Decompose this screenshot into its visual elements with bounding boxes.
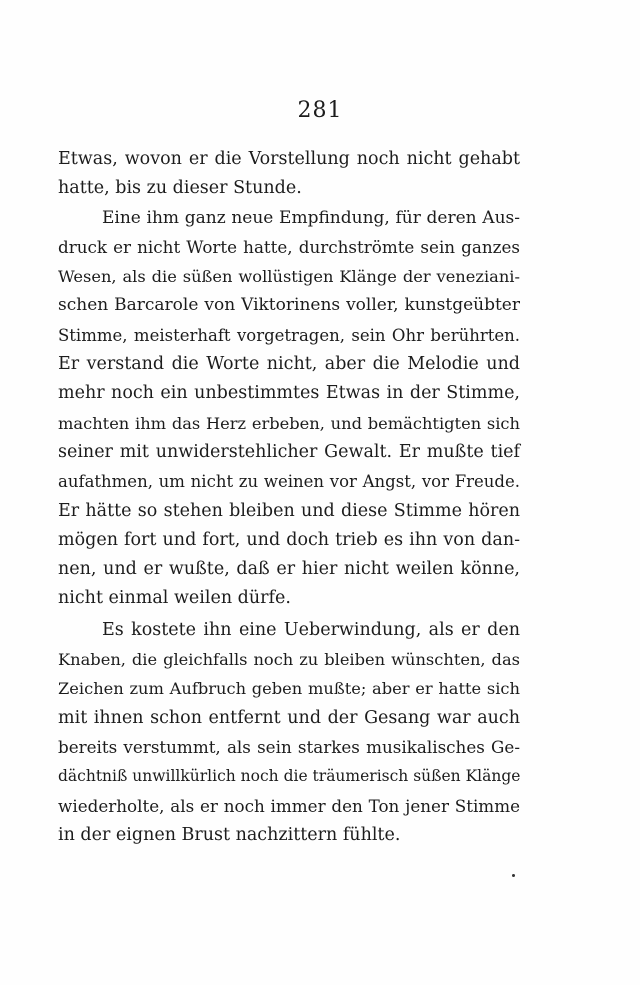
text-line: mehr noch ein unbestimmtes Etwas in der Stimme, (58, 383, 520, 404)
text-line: nicht einmal weilen dürfe. (58, 588, 291, 609)
text-line: Es kostete ihn eine Ueberwindung, als er den (102, 619, 520, 640)
text-line: hatte, bis zu dieser Stunde. (58, 178, 302, 199)
page-body-text (58, 145, 520, 850)
text-line: Stimme, meisterhaft vorgetragen, sein Ohr berührten. (58, 325, 520, 345)
text-line: schen Barcarole von Viktorinens voller, kunstgeübter (58, 295, 520, 316)
text-line: aufathmen, um nicht zu weinen vor Angst, vor Freude. (58, 472, 520, 492)
text-line: Etwas, wovon er die Vorstellung noch nicht gehabt (58, 149, 520, 169)
text-line: machten ihm das Herz erbeben, und bemächtigten sich (58, 413, 520, 433)
text-line: druck er nicht Worte hatte, durchströmte sein ganzes (58, 236, 520, 257)
text-line: Eine ihm ganz neue Empfindung, für deren Aus- (102, 207, 520, 228)
text-line: Knaben, die gleichfalls noch zu bleiben wünschten, das (58, 650, 520, 670)
text-line: mögen fort und fort, und doch trieb es ihn von dan- (58, 529, 520, 550)
text-line: mit ihnen schon entfernt und der Gesang war auch (58, 707, 520, 728)
text-line: nen, und er wußte, daß er hier nicht weilen könne, (58, 559, 520, 580)
text-line: Er hätte so stehen bleiben und diese Stimme hören (58, 500, 520, 521)
text-line: bereits verstummt, als sein starkes musikalisches Ge- (58, 736, 520, 757)
text-line: Zeichen zum Aufbruch geben mußte; aber er hatte sich (58, 679, 520, 699)
ink-speck (512, 874, 515, 877)
page-number: 281 (297, 98, 343, 123)
text-line: in der eignen Brust nachzittern fühlte. (58, 824, 401, 845)
text-line: seiner mit unwiderstehlicher Gewalt. Er mußte tief (58, 441, 520, 462)
text-line: dächtniß unwillkürlich noch die träumerisch süßen Klänge (58, 767, 521, 786)
text-line: Er verstand die Worte nicht, aber die Melodie und (58, 354, 520, 375)
text-line: Wesen, als die süßen wollüstigen Klänge der veneziani- (58, 267, 520, 287)
text-line: wiederholte, als er noch immer den Ton jener Stimme (58, 795, 520, 816)
